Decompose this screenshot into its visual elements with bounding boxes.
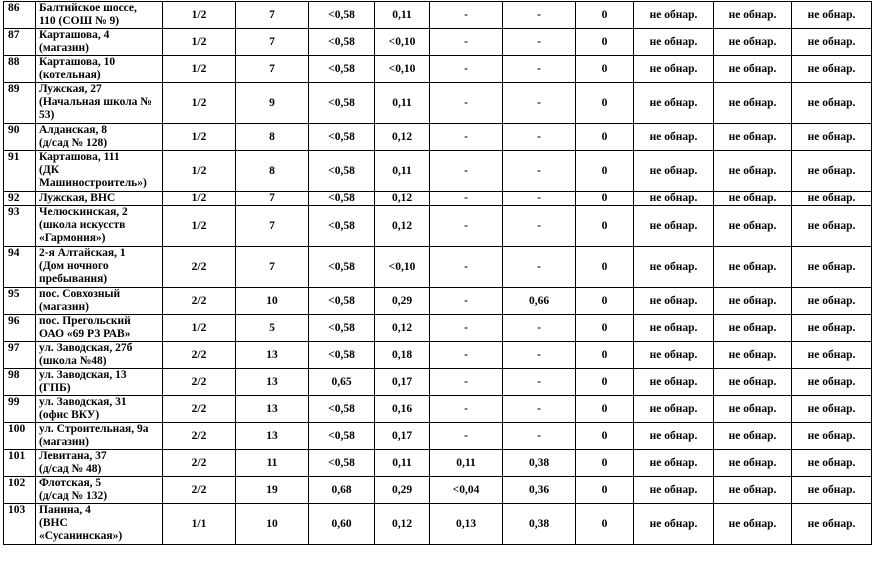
cell-col-1: 1/2 <box>163 83 236 124</box>
cell-col-5: - <box>430 247 503 288</box>
cell-col-5: - <box>430 2 503 29</box>
cell-col-9: не обнар. <box>714 247 792 288</box>
cell-col-5: - <box>430 206 503 247</box>
cell-col-5: - <box>430 315 503 342</box>
row-number: 97 <box>4 342 36 369</box>
row-number: 91 <box>4 151 36 192</box>
cell-col-1: 1/2 <box>163 192 236 206</box>
cell-col-5: 0,13 <box>430 504 503 545</box>
table-row <box>4 288 872 315</box>
cell-col-5: <0,04 <box>430 477 503 504</box>
location-cell: пос. Совхозный (магазин) <box>36 288 163 315</box>
cell-col-4: 0,17 <box>375 423 430 450</box>
cell-col-5: - <box>430 151 503 192</box>
cell-col-1: 2/2 <box>163 247 236 288</box>
cell-col-4: 0,11 <box>375 83 430 124</box>
cell-col-6: - <box>503 247 576 288</box>
cell-col-10: не обнар. <box>792 151 872 192</box>
table-row <box>4 192 872 206</box>
cell-col-3: <0,58 <box>309 450 375 477</box>
location-cell: ул. Заводская, 27б (школа №48) <box>36 342 163 369</box>
cell-col-6: 0,38 <box>503 504 576 545</box>
cell-col-9: не обнар. <box>714 450 792 477</box>
cell-col-8: не обнар. <box>634 56 714 83</box>
cell-col-3: 0,65 <box>309 369 375 396</box>
cell-col-9: не обнар. <box>714 504 792 545</box>
location-cell: 2-я Алтайская, 1 (Дом ночного пребывания) <box>36 247 163 288</box>
table-row <box>4 423 872 450</box>
cell-col-10: не обнар. <box>792 83 872 124</box>
cell-col-10: не обнар. <box>792 477 872 504</box>
cell-col-2: 5 <box>236 315 309 342</box>
cell-col-1: 1/2 <box>163 56 236 83</box>
cell-col-3: <0,58 <box>309 423 375 450</box>
row-number: 86 <box>4 2 36 29</box>
cell-col-8: не обнар. <box>634 423 714 450</box>
cell-col-4: 0,12 <box>375 192 430 206</box>
row-number: 101 <box>4 450 36 477</box>
cell-col-9: не обнар. <box>714 124 792 151</box>
cell-col-1: 1/2 <box>163 206 236 247</box>
cell-col-10: не обнар. <box>792 423 872 450</box>
cell-col-10: не обнар. <box>792 124 872 151</box>
cell-col-4: 0,11 <box>375 450 430 477</box>
location-cell: ул. Заводская, 31 (офис ВКУ) <box>36 396 163 423</box>
location-cell: Карташова, 4 (магазин) <box>36 29 163 56</box>
cell-col-10: не обнар. <box>792 192 872 206</box>
location-cell: Лужская, ВНС <box>36 192 163 206</box>
cell-col-7: 0 <box>576 423 634 450</box>
cell-col-9: не обнар. <box>714 206 792 247</box>
cell-col-6: - <box>503 124 576 151</box>
cell-col-8: не обнар. <box>634 247 714 288</box>
cell-col-9: не обнар. <box>714 396 792 423</box>
cell-col-1: 1/2 <box>163 315 236 342</box>
cell-col-4: 0,11 <box>375 2 430 29</box>
table-row <box>4 2 872 29</box>
cell-col-8: не обнар. <box>634 369 714 396</box>
row-number: 94 <box>4 247 36 288</box>
cell-col-1: 2/2 <box>163 423 236 450</box>
cell-col-9: не обнар. <box>714 83 792 124</box>
cell-col-10: не обнар. <box>792 288 872 315</box>
cell-col-2: 7 <box>236 29 309 56</box>
cell-col-7: 0 <box>576 247 634 288</box>
table-row <box>4 83 872 124</box>
cell-col-9: не обнар. <box>714 29 792 56</box>
table-row <box>4 396 872 423</box>
cell-col-7: 0 <box>576 2 634 29</box>
cell-col-7: 0 <box>576 450 634 477</box>
cell-col-2: 7 <box>236 247 309 288</box>
row-number: 103 <box>4 504 36 545</box>
cell-col-6: - <box>503 56 576 83</box>
row-number: 99 <box>4 396 36 423</box>
row-number: 87 <box>4 29 36 56</box>
cell-col-3: <0,58 <box>309 151 375 192</box>
cell-col-4: 0,29 <box>375 477 430 504</box>
cell-col-1: 1/2 <box>163 29 236 56</box>
cell-col-8: не обнар. <box>634 2 714 29</box>
cell-col-3: <0,58 <box>309 83 375 124</box>
cell-col-7: 0 <box>576 29 634 56</box>
location-cell: Панина, 4 (ВНС «Сусанинская») <box>36 504 163 545</box>
cell-col-10: не обнар. <box>792 396 872 423</box>
cell-col-1: 2/2 <box>163 450 236 477</box>
cell-col-6: - <box>503 192 576 206</box>
row-number: 90 <box>4 124 36 151</box>
cell-col-10: не обнар. <box>792 315 872 342</box>
table-row <box>4 450 872 477</box>
row-number: 92 <box>4 192 36 206</box>
cell-col-6: - <box>503 2 576 29</box>
location-cell: Алданская, 8 (д/сад № 128) <box>36 124 163 151</box>
table-row <box>4 124 872 151</box>
cell-col-8: не обнар. <box>634 29 714 56</box>
cell-col-1: 2/2 <box>163 342 236 369</box>
table-row <box>4 504 872 545</box>
cell-col-5: - <box>430 56 503 83</box>
cell-col-3: <0,58 <box>309 29 375 56</box>
cell-col-8: не обнар. <box>634 396 714 423</box>
table-row <box>4 342 872 369</box>
cell-col-7: 0 <box>576 504 634 545</box>
cell-col-4: <0,10 <box>375 29 430 56</box>
cell-col-5: - <box>430 192 503 206</box>
cell-col-8: не обнар. <box>634 288 714 315</box>
table-row <box>4 206 872 247</box>
cell-col-7: 0 <box>576 396 634 423</box>
cell-col-10: не обнар. <box>792 206 872 247</box>
location-cell: Челюскинская, 2 (школа искусств «Гармония») <box>36 206 163 247</box>
cell-col-2: 8 <box>236 151 309 192</box>
cell-col-6: 0,36 <box>503 477 576 504</box>
cell-col-2: 10 <box>236 288 309 315</box>
cell-col-5: - <box>430 83 503 124</box>
table-body <box>4 2 872 545</box>
cell-col-2: 19 <box>236 477 309 504</box>
cell-col-2: 7 <box>236 192 309 206</box>
cell-col-9: не обнар. <box>714 369 792 396</box>
cell-col-8: не обнар. <box>634 124 714 151</box>
cell-col-4: 0,29 <box>375 288 430 315</box>
cell-col-9: не обнар. <box>714 192 792 206</box>
cell-col-4: 0,11 <box>375 151 430 192</box>
cell-col-1: 2/2 <box>163 288 236 315</box>
row-number: 93 <box>4 206 36 247</box>
cell-col-3: <0,58 <box>309 206 375 247</box>
cell-col-3: <0,58 <box>309 247 375 288</box>
cell-col-8: не обнар. <box>634 504 714 545</box>
cell-col-4: 0,12 <box>375 504 430 545</box>
cell-col-10: не обнар. <box>792 56 872 83</box>
cell-col-6: - <box>503 29 576 56</box>
row-number: 88 <box>4 56 36 83</box>
cell-col-1: 2/2 <box>163 396 236 423</box>
cell-col-4: <0,10 <box>375 247 430 288</box>
row-number: 100 <box>4 423 36 450</box>
cell-col-10: не обнар. <box>792 247 872 288</box>
cell-col-2: 7 <box>236 206 309 247</box>
cell-col-7: 0 <box>576 56 634 83</box>
table-row <box>4 315 872 342</box>
cell-col-1: 2/2 <box>163 369 236 396</box>
cell-col-5: - <box>430 342 503 369</box>
cell-col-7: 0 <box>576 477 634 504</box>
table-row <box>4 477 872 504</box>
table-row <box>4 369 872 396</box>
location-cell: ул. Строительная, 9а (магазин) <box>36 423 163 450</box>
cell-col-2: 10 <box>236 504 309 545</box>
cell-col-4: <0,10 <box>375 56 430 83</box>
cell-col-1: 2/2 <box>163 477 236 504</box>
cell-col-6: - <box>503 369 576 396</box>
location-cell: Карташова, 111 (ДК Машиностроитель») <box>36 151 163 192</box>
cell-col-3: <0,58 <box>309 342 375 369</box>
location-cell: пос. Прегольский ОАО «69 РЗ РАВ» <box>36 315 163 342</box>
cell-col-2: 11 <box>236 450 309 477</box>
cell-col-7: 0 <box>576 192 634 206</box>
cell-col-8: не обнар. <box>634 192 714 206</box>
cell-col-3: <0,58 <box>309 288 375 315</box>
cell-col-5: - <box>430 29 503 56</box>
table-row <box>4 29 872 56</box>
cell-col-5: - <box>430 288 503 315</box>
location-cell: Левитана, 37 (д/сад № 48) <box>36 450 163 477</box>
cell-col-10: не обнар. <box>792 504 872 545</box>
cell-col-9: не обнар. <box>714 2 792 29</box>
row-number: 102 <box>4 477 36 504</box>
cell-col-5: - <box>430 423 503 450</box>
cell-col-6: 0,38 <box>503 450 576 477</box>
cell-col-5: - <box>430 369 503 396</box>
cell-col-10: не обнар. <box>792 369 872 396</box>
cell-col-10: не обнар. <box>792 29 872 56</box>
measurements-table <box>3 1 872 545</box>
cell-col-10: не обнар. <box>792 342 872 369</box>
cell-col-6: - <box>503 206 576 247</box>
cell-col-4: 0,12 <box>375 206 430 247</box>
cell-col-6: - <box>503 423 576 450</box>
row-number: 89 <box>4 83 36 124</box>
cell-col-7: 0 <box>576 342 634 369</box>
cell-col-1: 1/2 <box>163 124 236 151</box>
cell-col-2: 13 <box>236 369 309 396</box>
cell-col-2: 9 <box>236 83 309 124</box>
cell-col-3: <0,58 <box>309 124 375 151</box>
table-row <box>4 247 872 288</box>
cell-col-2: 7 <box>236 2 309 29</box>
row-number: 98 <box>4 369 36 396</box>
cell-col-8: не обнар. <box>634 83 714 124</box>
cell-col-7: 0 <box>576 124 634 151</box>
cell-col-7: 0 <box>576 315 634 342</box>
cell-col-1: 1/2 <box>163 2 236 29</box>
cell-col-4: 0,16 <box>375 396 430 423</box>
cell-col-3: <0,58 <box>309 56 375 83</box>
cell-col-2: 13 <box>236 423 309 450</box>
cell-col-5: 0,11 <box>430 450 503 477</box>
cell-col-2: 7 <box>236 56 309 83</box>
cell-col-7: 0 <box>576 206 634 247</box>
cell-col-8: не обнар. <box>634 206 714 247</box>
location-cell: Флотская, 5 (д/сад № 132) <box>36 477 163 504</box>
cell-col-8: не обнар. <box>634 477 714 504</box>
cell-col-6: - <box>503 151 576 192</box>
location-cell: ул. Заводская, 13 (ГПБ) <box>36 369 163 396</box>
cell-col-6: - <box>503 342 576 369</box>
cell-col-7: 0 <box>576 369 634 396</box>
cell-col-9: не обнар. <box>714 342 792 369</box>
cell-col-5: - <box>430 396 503 423</box>
cell-col-9: не обнар. <box>714 56 792 83</box>
cell-col-7: 0 <box>576 151 634 192</box>
cell-col-9: не обнар. <box>714 477 792 504</box>
cell-col-10: не обнар. <box>792 450 872 477</box>
cell-col-4: 0,12 <box>375 124 430 151</box>
cell-col-4: 0,12 <box>375 315 430 342</box>
cell-col-2: 13 <box>236 396 309 423</box>
cell-col-6: - <box>503 83 576 124</box>
table-row <box>4 151 872 192</box>
cell-col-3: 0,60 <box>309 504 375 545</box>
cell-col-3: 0,68 <box>309 477 375 504</box>
cell-col-9: не обнар. <box>714 423 792 450</box>
cell-col-8: не обнар. <box>634 342 714 369</box>
cell-col-3: <0,58 <box>309 192 375 206</box>
row-number: 96 <box>4 315 36 342</box>
cell-col-6: 0,66 <box>503 288 576 315</box>
cell-col-7: 0 <box>576 288 634 315</box>
cell-col-3: <0,58 <box>309 2 375 29</box>
location-cell: Лужская, 27 (Начальная школа № 53) <box>36 83 163 124</box>
cell-col-3: <0,58 <box>309 315 375 342</box>
cell-col-9: не обнар. <box>714 151 792 192</box>
cell-col-9: не обнар. <box>714 288 792 315</box>
cell-col-2: 13 <box>236 342 309 369</box>
row-number: 95 <box>4 288 36 315</box>
cell-col-2: 8 <box>236 124 309 151</box>
cell-col-7: 0 <box>576 83 634 124</box>
cell-col-5: - <box>430 124 503 151</box>
cell-col-8: не обнар. <box>634 315 714 342</box>
cell-col-9: не обнар. <box>714 315 792 342</box>
cell-col-8: не обнар. <box>634 450 714 477</box>
location-cell: Карташова, 10 (котельная) <box>36 56 163 83</box>
cell-col-6: - <box>503 315 576 342</box>
table-row <box>4 56 872 83</box>
cell-col-6: - <box>503 396 576 423</box>
location-cell: Балтийское шоссе, 110 (СОШ № 9) <box>36 2 163 29</box>
cell-col-4: 0,18 <box>375 342 430 369</box>
cell-col-1: 1/2 <box>163 151 236 192</box>
cell-col-3: <0,58 <box>309 396 375 423</box>
cell-col-4: 0,17 <box>375 369 430 396</box>
cell-col-8: не обнар. <box>634 151 714 192</box>
cell-col-1: 1/1 <box>163 504 236 545</box>
cell-col-10: не обнар. <box>792 2 872 29</box>
